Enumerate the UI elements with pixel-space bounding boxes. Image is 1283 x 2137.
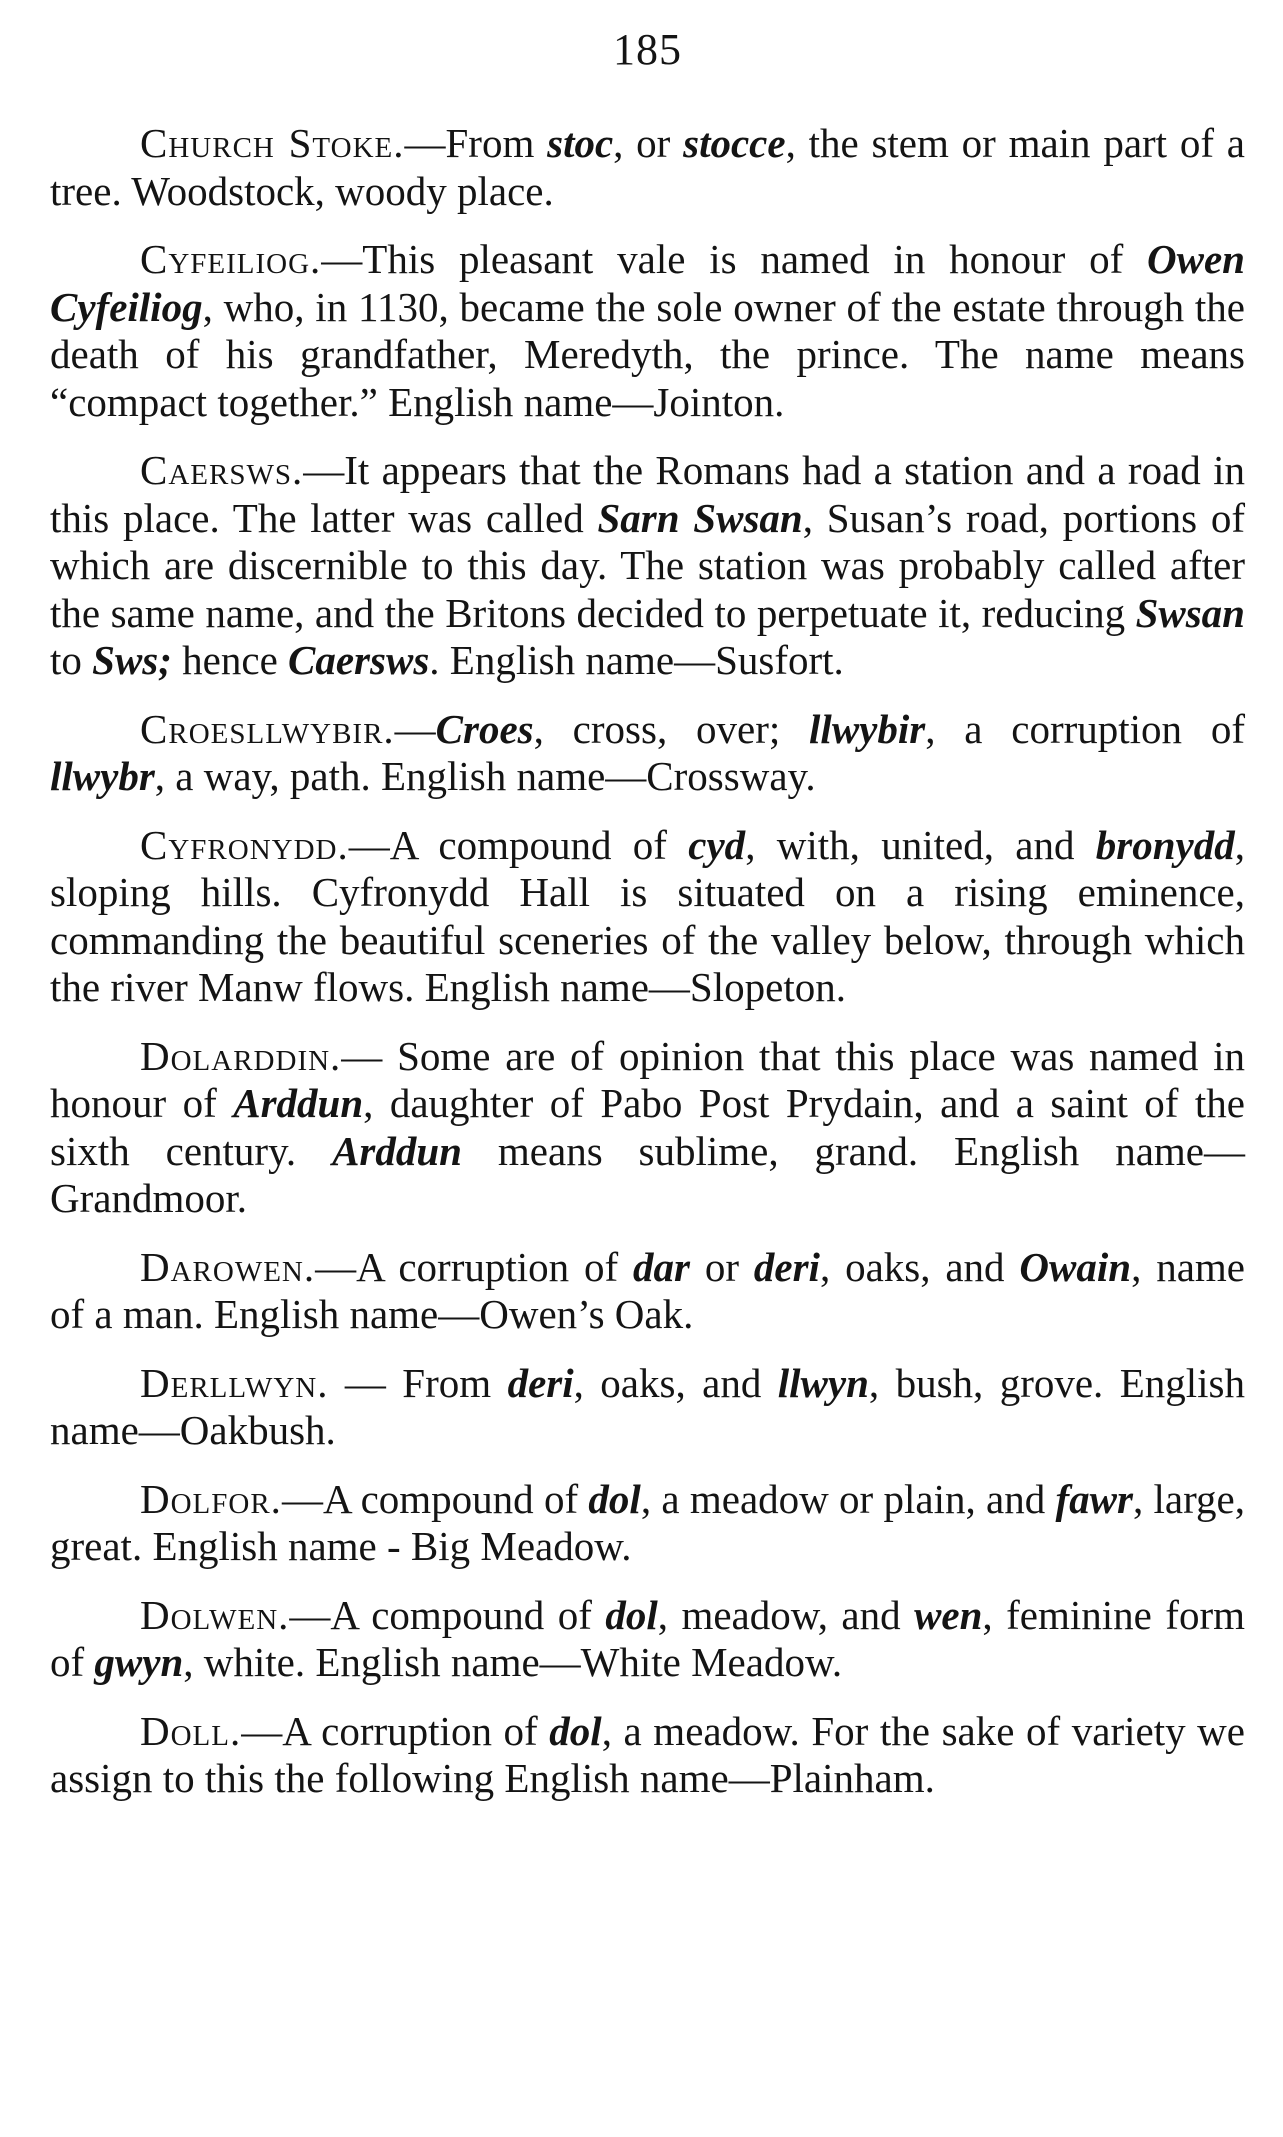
italic-term: Sws; xyxy=(92,637,172,683)
entry-paragraph xyxy=(50,1592,1245,1687)
entry-paragraph xyxy=(50,120,1245,215)
entry-text: . English name—Susfort. xyxy=(429,637,844,683)
entry-text: , meadow, and xyxy=(657,1591,915,1638)
italic-term: Owen Cyfeiliog xyxy=(50,236,1245,330)
entry-text: , a way, path. English name—Crossway. xyxy=(154,753,816,799)
entry-text: , with, united, and xyxy=(745,821,1096,868)
entry-headword: Dolfor. xyxy=(140,1475,282,1522)
italic-term: fawr xyxy=(1055,1475,1133,1522)
entry-text: , sloping hills. Cyfronydd Hall is situated on a rising eminence, commanding the beautiful sceneries of the valley below, through which the river Manw flows. English name—Slopeton. xyxy=(50,821,1245,1010)
entry-text: —A corruption of xyxy=(315,1243,634,1290)
entry-paragraph xyxy=(50,706,1245,801)
entry-paragraph xyxy=(50,1476,1245,1571)
italic-term: gwyn xyxy=(94,1639,184,1685)
entry-text: —A compound of xyxy=(289,1591,606,1638)
entry-text: , feminine form of xyxy=(50,1591,1245,1685)
italic-term: Arddun xyxy=(332,1127,462,1174)
italic-term: Caersws xyxy=(288,637,430,683)
italic-term: Sarn Swsan xyxy=(597,494,803,541)
entry-text: , a meadow. For the sake of variety we assign to this the following English name—Plainham. xyxy=(50,1707,1245,1801)
entry-text: , Susan’s road, portions of which are discernible to this day. The station was probably called after the same name, and the Britons decided to perpetuate it, reducing xyxy=(50,494,1246,636)
entry-headword: Church Stoke. xyxy=(140,120,405,166)
italic-term: deri xyxy=(753,1243,820,1290)
entry-headword: Cyfronydd. xyxy=(140,821,349,868)
italic-term: llwybr xyxy=(50,753,155,799)
entry-headword: Darowen. xyxy=(140,1243,316,1290)
entry-text: , daughter of Pabo Post Prydain, and a saint of the sixth century. xyxy=(50,1080,1245,1174)
italic-term: llwyn xyxy=(777,1359,869,1406)
italic-term: stocce xyxy=(683,120,786,166)
entry-text: , a meadow or plain, and xyxy=(640,1475,1056,1522)
entry-text: , a corruption of xyxy=(925,705,1245,752)
italic-term: Swsan xyxy=(1135,589,1245,636)
entry-text: —From xyxy=(404,120,548,166)
entry-text: , name of a man. English name—Owen’s Oak. xyxy=(50,1243,1245,1337)
entry-text: — xyxy=(394,705,436,752)
italic-term: deri xyxy=(507,1359,574,1406)
italic-term: Croes xyxy=(435,705,534,752)
entry-text: or xyxy=(690,1243,754,1290)
entry-text: — Some are of opinion that this place was named in honour of xyxy=(50,1032,1245,1126)
italic-term: dol xyxy=(549,1707,602,1754)
entry-text: —A compound of xyxy=(348,821,689,868)
entry-text: —It appears that the Romans had a station and a road in this place. The latter was called xyxy=(50,447,1245,541)
entry-text: , oaks, and xyxy=(573,1359,778,1406)
italic-term: stoc xyxy=(547,120,614,166)
italic-term: dar xyxy=(633,1243,690,1290)
italic-term: Owain xyxy=(1019,1243,1132,1290)
italic-term: bronydd xyxy=(1095,821,1235,868)
entry-text: — From xyxy=(328,1359,508,1406)
italic-term: Arddun xyxy=(233,1080,364,1126)
entry-headword: Doll. xyxy=(140,1707,242,1754)
entry-headword: Derllwyn. xyxy=(140,1359,329,1406)
entry-text: , oaks, and xyxy=(819,1243,1020,1290)
entry-text: , the stem or main part of a tree. Woodstock, woody place. xyxy=(50,120,1245,214)
entry-text: , white. English name—White Meadow. xyxy=(183,1639,843,1685)
entry-paragraph xyxy=(50,236,1245,426)
entry-text: —A corruption of xyxy=(241,1707,550,1754)
book-page xyxy=(50,20,1245,1824)
italic-term: dol xyxy=(605,1591,658,1638)
italic-term: dol xyxy=(588,1475,641,1522)
entry-headword: Dolwen. xyxy=(140,1591,290,1638)
entry-text: , cross, over; xyxy=(533,705,810,752)
entry-text: hence xyxy=(171,637,289,683)
italic-term: wen xyxy=(914,1591,983,1638)
italic-term: llwybir xyxy=(809,705,926,752)
entry-text: , or xyxy=(613,120,684,166)
page-number: 185 xyxy=(613,25,682,74)
entry-text: to xyxy=(50,637,93,683)
entry-paragraph xyxy=(50,1033,1245,1223)
entry-list xyxy=(50,120,1245,1803)
entry-text: , large, great. English name - Big Meadow. xyxy=(50,1475,1245,1569)
entry-paragraph xyxy=(50,822,1245,1012)
entry-headword: Caersws. xyxy=(140,447,304,493)
entry-text: —A compound of xyxy=(281,1475,589,1522)
entry-text: means sublime, grand. English name—Grandmoor. xyxy=(50,1127,1245,1221)
entry-text: —This pleasant vale is named in honour of xyxy=(321,236,1148,282)
entry-paragraph xyxy=(50,1708,1245,1803)
entry-headword: Croesllwybir. xyxy=(140,705,395,752)
italic-term: cyd xyxy=(688,821,746,868)
entry-headword: Dolarddin. xyxy=(140,1032,342,1079)
entry-text: , bush, grove. English name—Oakbush. xyxy=(50,1359,1245,1453)
entry-text: , who, in 1130, became the sole owner of the estate through the death of his grandfather, Meredyth, the prince. The name means “compact together.” English name—Jointon. xyxy=(50,283,1245,425)
entry-paragraph xyxy=(50,447,1245,685)
entry-paragraph xyxy=(50,1244,1245,1339)
entry-paragraph xyxy=(50,1360,1245,1455)
entry-headword: Cyfeiliog. xyxy=(140,236,322,282)
